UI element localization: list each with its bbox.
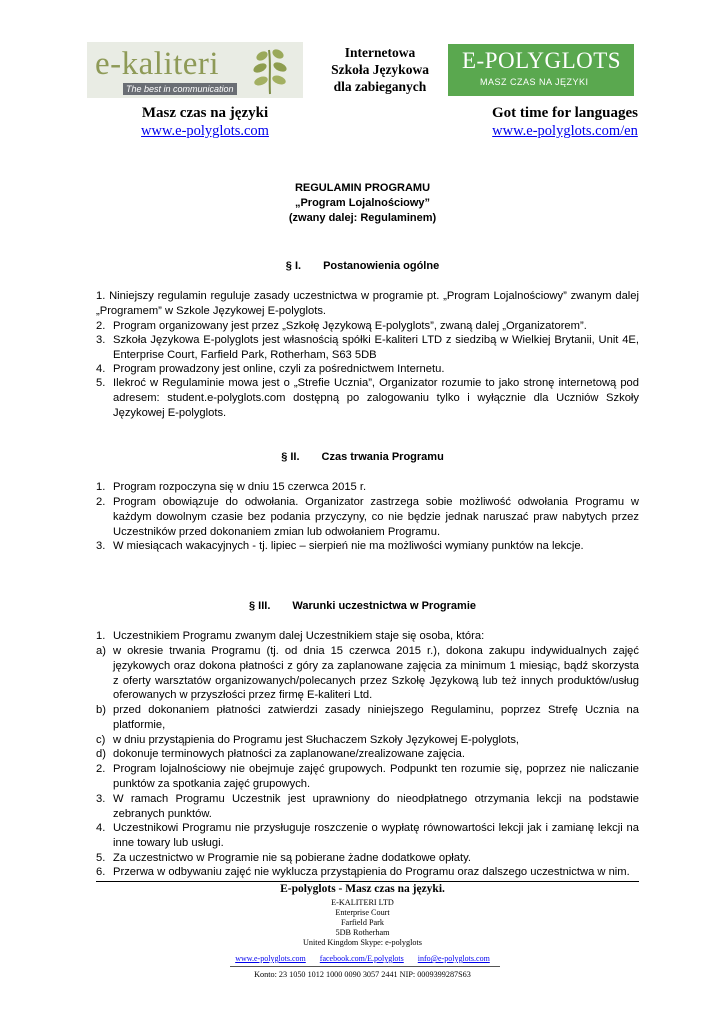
list-item-number: b) [96, 704, 106, 716]
list-item [96, 289, 639, 319]
list-item-number: 2. [96, 320, 106, 332]
document-title-line1: REGULAMIN PROGRAMU [294, 182, 431, 194]
list-item-text: w dniu przystąpienia do Programu jest Słuchaczem Szkoły Językowej E-polyglots, [113, 734, 520, 746]
list-item-number: 2. [96, 496, 106, 508]
list-item-number: 1. [96, 630, 106, 642]
list-item-text: przed dokonaniem płatności zatwierdzi zasady niniejszego Regulaminu, poprzez Strefę Ucznia na platformie, [113, 704, 639, 731]
website-link-en[interactable]: www.e-polyglots.com/en [492, 123, 638, 139]
list-item-text: Program lojalnościowy nie obejmuje zajęć grupowych. Podpunkt ten rozumie się, poprzez nie naliczanie punktów za spotkania zajęć grupowych. [113, 763, 639, 790]
list-item [96, 495, 639, 539]
school-title-line2: Szkoła Językowa [331, 62, 429, 77]
list-item [96, 319, 639, 334]
list-item-number: 6. [96, 866, 106, 878]
e-polyglots-tagline: MASZ CZAS NA JĘZYKI [480, 77, 589, 87]
list-item-text: Program organizowany jest przez „Szkołę Językową E-polyglots”, zwaną dalej „Organizatorem”. [113, 320, 587, 332]
footer-address-line3: 5DB Rotherham [335, 928, 390, 937]
document-title-line2: „Program Lojalnościowy” [294, 197, 431, 209]
leaf-icon [245, 44, 295, 96]
list-item-number: 3. [96, 334, 106, 346]
list-item [96, 376, 639, 420]
list-item [96, 539, 639, 554]
footer-divider [96, 881, 639, 882]
list-item-text: Program rozpoczyna się w dniu 15 czerwca 2015 r. [113, 481, 367, 493]
list-item [96, 644, 639, 703]
footer-company: E-KALITERI LTD [331, 898, 394, 907]
section-heading-3 [0, 600, 725, 612]
list-item-text: W miesiącach wakacyjnych - tj. lipiec – sierpień nie ma możliwości wymiany punktów na lekcje. [113, 540, 584, 552]
list-item [96, 629, 639, 644]
list-item-number: 2. [96, 763, 106, 775]
motto-english-text: Got time for languages [492, 105, 638, 121]
list-item [96, 333, 639, 363]
footer-country-skype: United Kingdom Skype: e-polyglots [303, 938, 422, 947]
list-item-text: Szkoła Językowa E-polyglots jest własnością spółki E-kaliteri LTD z siedzibą w Wielkiej Brytanii, Unit 4E, Enterprise Court, Farfield Park, Rotherham, S63 5DB [113, 334, 639, 361]
list-item-text: Przerwa w odbywaniu zajęć nie wyklucza przystąpienia do Programu oraz dalszego uczestnictwa w nim. [113, 866, 630, 878]
motto-english [490, 104, 640, 140]
list-item-text: Uczestnikowi Programu nie przysługuje roszczenie o wypłatę równowartości lekcji jak i zamianę lekcji na inne towary lub usługi. [113, 822, 639, 849]
document-title-line3: (zwany dalej: Regulaminem) [288, 212, 437, 224]
footer-bank-account: Konto: 23 1050 1012 1000 0090 3057 2441 NIP: 0009399287S63 [254, 970, 471, 979]
section-name: Postanowienia ogólne [323, 260, 440, 272]
e-kaliteri-tagline: The best in communication [123, 83, 237, 95]
list-item-text: Program prowadzony jest online, czyli za pośrednictwem Internetu. [113, 363, 445, 375]
section-heading-1 [0, 260, 725, 272]
motto-polish-text: Masz czas na języki [141, 105, 269, 121]
footer-address [0, 898, 725, 948]
document-title [0, 181, 725, 226]
section-number: § III. [249, 600, 271, 612]
footer-facebook-link[interactable]: facebook.com/E.polyglots [319, 954, 404, 963]
school-title-line1: Internetowa [344, 45, 416, 60]
list-item [96, 851, 639, 866]
list-item-text: Za uczestnictwo w Programie nie są pobierane żadne dodatkowe opłaty. [113, 852, 471, 864]
footer-links [0, 954, 725, 963]
list-item-text: dokonuje terminowych płatności za zaplanowane/zrealizowane zajęcia. [113, 748, 465, 760]
list-item-text: W ramach Programu Uczestnik jest uprawniony do nieodpłatnego otrzymania lekcji na podstawie zebranych punktów. [113, 793, 639, 820]
motto-polish [140, 104, 270, 140]
e-kaliteri-logo [87, 42, 303, 98]
list-item-text: w okresie trwania Programu (tj. od dnia 15 czerwca 2015 r.), dokona zakupu indywidualnych zajęć językowych oraz dokona płatności z góry za zaplanowane zajęcia za minimum 1 miesiąc, bądź skorzysta z oferty warsztatów organizowanych/polecanych przez Szkołę Językową lub też innych produktów/usług oferowanych w przyszłości przez firmę E-kaliteri Ltd. [113, 645, 639, 702]
section-name: Warunki uczestnictwa w Programie [292, 600, 476, 612]
list-item-number: d) [96, 748, 106, 760]
list-item [96, 703, 639, 733]
list-item-text: 1. Niniejszy regulamin reguluje zasady uczestnictwa w programie pt. „Program Lojalnościowy” zwanym dalej „Programem” w Szkole Językowej E-polyglots. [96, 290, 639, 317]
list-item-number: 1. [96, 481, 106, 493]
website-link-pl[interactable]: www.e-polyglots.com [141, 123, 269, 139]
section-name: Czas trwania Programu [321, 451, 444, 463]
section-heading-2 [0, 451, 725, 463]
footer-address-line2: Farfield Park [341, 918, 384, 927]
list-item [96, 792, 639, 822]
footer-slogan: E-polyglots - Masz czas na języki. [280, 883, 445, 895]
list-item-number: c) [96, 734, 106, 746]
school-title [310, 44, 450, 95]
footer-email-link[interactable]: info@e-polyglots.com [417, 954, 490, 963]
list-item [96, 733, 639, 748]
list-item [96, 762, 639, 792]
footer-divider-small [230, 966, 500, 967]
list-item-number: a) [96, 645, 106, 657]
footer-address-line1: Enterprise Court [335, 908, 390, 917]
list-item-number: 5. [96, 852, 106, 864]
e-kaliteri-logo-text: e-kaliteri [95, 46, 220, 82]
list-item-number: 5. [96, 377, 106, 389]
school-title-line3: dla zabieganych [333, 79, 427, 94]
list-item-text: Ilekroć w Regulaminie mowa jest o „Strefie Ucznia”, Organizator rozumie to jako stronę internetową pod adresem: student.e-polyglots.com dostępną po zalogowaniu tylko i wyłącznie dla Uczniów Szkoły Językowej E-polyglots. [113, 377, 639, 419]
list-item-text: Program obowiązuje do odwołania. Organizator zastrzega sobie możliwość odwołania Programu w każdym dowolnym czasie bez podania przyczyny, co nie będzie jednak naruszać praw nabytych przez Uczestników przed dokonaniem zmian lub odwołaniem Programu. [113, 496, 639, 538]
list-item-number: 4. [96, 822, 106, 834]
list-item-text: Uczestnikiem Programu zwanym dalej Uczestnikiem staje się osoba, która: [113, 630, 485, 642]
list-item [96, 480, 639, 495]
list-item-number: 3. [96, 540, 106, 552]
footer-website-link[interactable]: www.e-polyglots.com [235, 954, 306, 963]
list-item [96, 865, 639, 880]
list-item-number: 3. [96, 793, 106, 805]
e-polyglots-logo-text: E-POLYGLOTS [462, 48, 622, 73]
list-item-number: 4. [96, 363, 106, 375]
list-item [96, 362, 639, 377]
section-number: § I. [285, 260, 302, 272]
list-item [96, 747, 639, 762]
section-number: § II. [281, 451, 300, 463]
list-item [96, 821, 639, 851]
e-polyglots-logo [448, 44, 634, 96]
